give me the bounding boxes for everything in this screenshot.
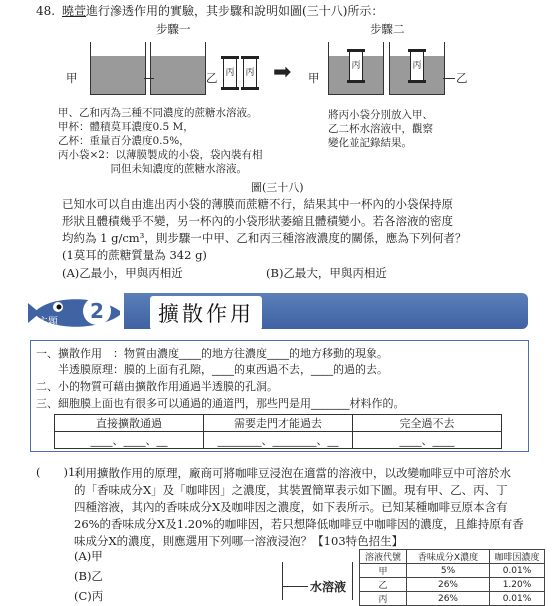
diffusion-table bbox=[54, 414, 502, 449]
table-blank[interactable]: ____、____、__ bbox=[55, 432, 204, 449]
bag-in-yi: 丙 bbox=[410, 50, 424, 82]
note-line: 將丙小袋分別放入甲、 bbox=[328, 109, 433, 121]
topic-title: 擴散作用 bbox=[150, 296, 262, 330]
body-line: (1莫耳的蔗糖質量為 342 g) bbox=[62, 248, 207, 262]
table-header: 完全過不去 bbox=[353, 415, 502, 432]
cell: 0.01% bbox=[490, 592, 545, 606]
bag-bing-1: 丙 bbox=[223, 57, 237, 89]
notes-left bbox=[58, 106, 262, 176]
table-row bbox=[360, 578, 545, 592]
notes-right bbox=[328, 108, 433, 150]
cup-jia-label: 甲 bbox=[66, 71, 78, 85]
table-header: 直接擴散通過 bbox=[55, 415, 204, 432]
water-label: 水溶液 bbox=[310, 580, 347, 594]
question-body bbox=[62, 196, 466, 264]
container-wall bbox=[282, 562, 283, 600]
q1-line: 利用擴散作用的原理，廠商可將咖啡豆浸泡在適當的溶液中，以改變咖啡豆中可溶於水 bbox=[74, 466, 511, 480]
solution-jia bbox=[91, 56, 145, 94]
beaker-yi bbox=[150, 42, 206, 95]
step2-label: 步驟二 bbox=[370, 22, 405, 36]
note-line: 乙杯：重量百分濃度0.5%， bbox=[58, 135, 190, 147]
bag-in-jia: 丙 bbox=[349, 50, 363, 82]
q1-line: 味成分X的濃度，則應選用下列哪一溶液浸泡？【103特色招生】 bbox=[74, 534, 404, 548]
cell: 5% bbox=[407, 564, 490, 578]
option-a[interactable]: (A)乙最小，甲與丙相近 bbox=[62, 266, 183, 280]
cell: 甲 bbox=[360, 564, 407, 578]
key-line-3: 二、小的物質可藉由擴散作用通過半透膜的孔洞。 bbox=[36, 380, 278, 393]
note-line: 同但未知濃度的蔗糖水溶液。 bbox=[58, 163, 247, 175]
note-line: 變化並記錄結果。 bbox=[328, 137, 412, 149]
cup-yi-label-2: 乙 bbox=[456, 71, 468, 85]
solution-yi bbox=[151, 56, 205, 94]
solution-table bbox=[359, 549, 545, 606]
cell: 26% bbox=[407, 592, 490, 606]
table-header: 香味成分X濃度 bbox=[407, 550, 490, 564]
body-line: 形狀且體積幾乎不變，另一杯內的小袋形狀萎縮且體積變小。若各溶液的密度 bbox=[62, 214, 453, 228]
cell: 乙 bbox=[360, 578, 407, 592]
student-name: 曉萱 bbox=[62, 4, 87, 18]
beaker-jia-step2 bbox=[328, 42, 384, 95]
cell: 26% bbox=[407, 578, 490, 592]
body-line: 已知水可以自由進出丙小袋的薄膜而蔗糖不行，結果其中一杯內的小袋保持原 bbox=[62, 197, 453, 211]
table-header: 溶液代號 bbox=[360, 550, 407, 564]
table-header: 需要走門才能過去 bbox=[204, 415, 353, 432]
arrow-right-icon: ➡ bbox=[273, 60, 292, 85]
table-row bbox=[360, 592, 545, 606]
step1-label: 步驟一 bbox=[156, 22, 191, 36]
q1-line: 的「香味成分X」及「咖啡因」之濃度，其裝置簡單表示如下圖。現有甲、乙、丙、丁 bbox=[74, 483, 508, 497]
note-line: 甲、乙和丙為三種不同濃度的蔗糖水溶液。 bbox=[58, 107, 258, 119]
cup-jia-label-2: 甲 bbox=[308, 71, 320, 85]
key-line-2: 半透膜原理：膜的上面有孔隙，____的東西過不去，____的過的去。 bbox=[36, 363, 388, 376]
cell: 1.20% bbox=[490, 578, 545, 592]
beaker-jia bbox=[90, 42, 146, 95]
figure-caption: 圖(三十八) bbox=[251, 181, 304, 194]
answer-paren[interactable]: ( )1. bbox=[36, 465, 79, 479]
cell: 丙 bbox=[360, 592, 407, 606]
note-line: 乙二杯水溶液中，觀察 bbox=[328, 123, 433, 135]
cup-yi-label: 乙 bbox=[206, 71, 218, 85]
option-b[interactable]: (B)乙最大，甲與丙相近 bbox=[266, 266, 387, 280]
table-row bbox=[360, 564, 545, 578]
note-line: 丙小袋×2：以薄膜製成的小袋，袋內裝有相 bbox=[58, 149, 263, 161]
beaker-yi-step2 bbox=[389, 42, 445, 95]
container-wall bbox=[352, 562, 353, 600]
q1-line: 四種溶液，其內的香味成分X及咖啡因之濃度，如下表所示。已知某種咖啡豆原本含有 bbox=[74, 500, 508, 514]
key-line-4: 三、細胞膜上面也有很多可以通過的通道門，那些門是用_______材料作的。 bbox=[36, 397, 405, 410]
choice-a[interactable]: (A)甲 bbox=[74, 549, 103, 563]
q1-text bbox=[74, 465, 524, 550]
key-line-1: 一、擴散作用 ：物質由濃度____的地方往濃度____的地方移動的現象。 bbox=[36, 347, 388, 360]
theme-number: 2 bbox=[83, 297, 111, 325]
water-level-line bbox=[282, 586, 308, 587]
question-number: 48. bbox=[36, 4, 56, 18]
question-intro bbox=[62, 4, 383, 19]
bag-bing-2: 丙 bbox=[243, 57, 257, 89]
table-blank[interactable]: ____、____ bbox=[353, 432, 502, 449]
q1-line: 26%的香味成分X及1.20%的咖啡因，若只想降低咖啡豆中咖啡因的濃度，且維持原有香 bbox=[74, 517, 524, 531]
body-line: 均約為 1 g/cm³，則步驟一中甲、乙和丙三種溶液濃度的關係，應為下列何者？ bbox=[62, 231, 467, 245]
table-header: 咖啡因濃度 bbox=[490, 550, 545, 564]
topic-banner bbox=[28, 293, 528, 333]
table-blank[interactable]: ________、________、__ bbox=[204, 432, 353, 449]
intro-text: 進行滲透作用的實驗，其步驟和說明如圖(三十八)所示： bbox=[86, 4, 384, 18]
cell: 0.01% bbox=[490, 564, 545, 578]
choice-c[interactable]: (C)丙 bbox=[74, 589, 104, 603]
note-line: 甲杯：體積莫耳濃度0.5 M， bbox=[58, 121, 194, 133]
choice-b[interactable]: (B)乙 bbox=[74, 569, 103, 583]
q1-choices bbox=[74, 546, 103, 606]
theme-label: 主題 bbox=[38, 317, 58, 328]
